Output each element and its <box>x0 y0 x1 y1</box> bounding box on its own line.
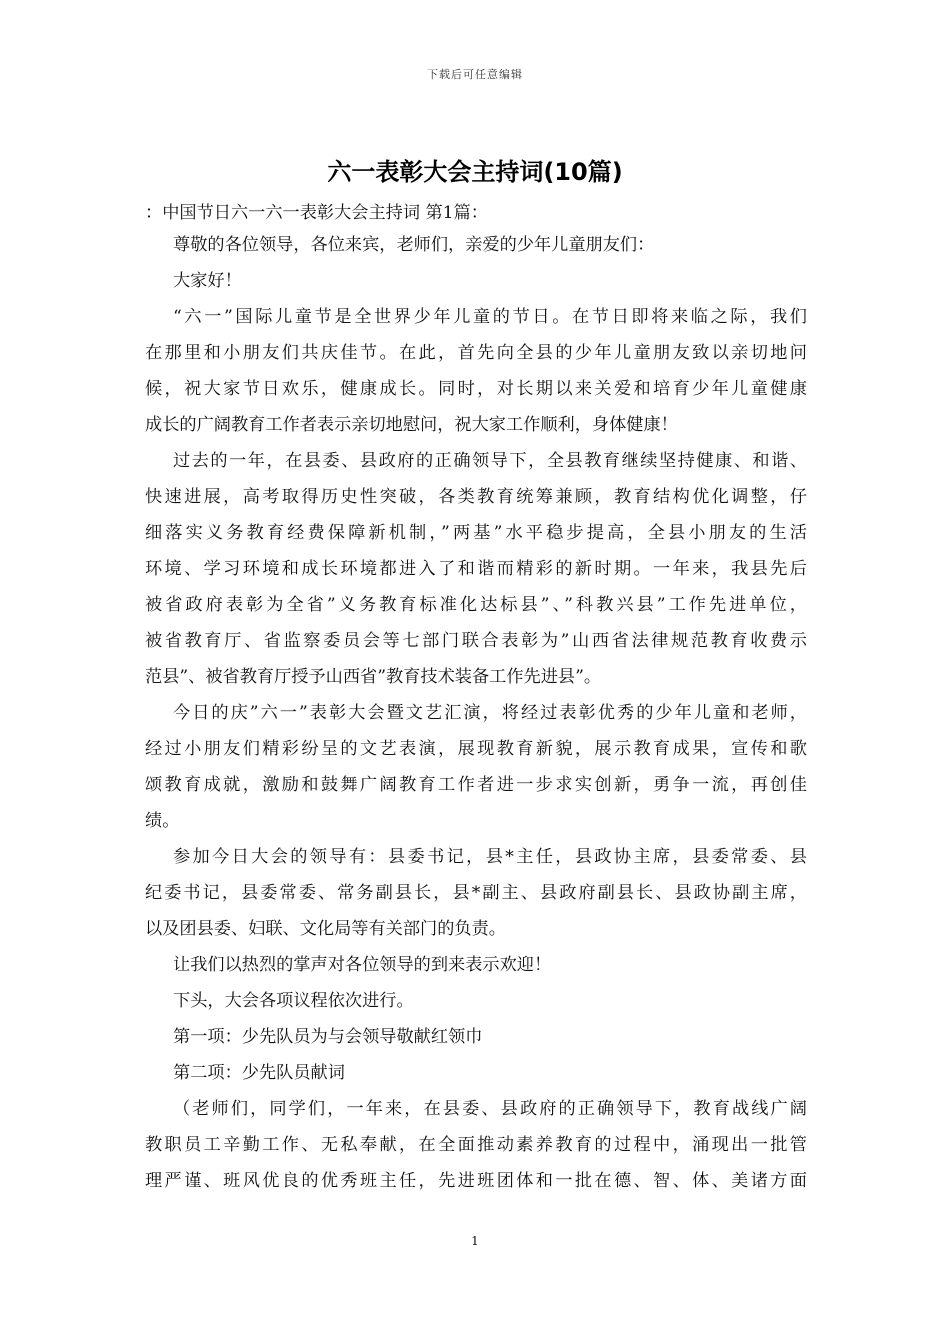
page-number: 1 <box>471 1234 479 1248</box>
paragraph-line: 尊敬的各位领导，各位来宾，老师们，亲爱的少年儿童朋友们： <box>173 235 655 255</box>
paragraph-line: 理严谨、班风优良的优秀班主任，先进班团体和一批在德、智、体、美诸方面 <box>145 1171 807 1191</box>
paragraph-line: 细落实义务教育经费保障新机制，”两基”水平稳步提高，全县小朋友的生活 <box>145 523 807 543</box>
paragraph-line: 被省教育厅、省监察委员会等七部门联合表彰为”山西省法律规范教育收费示 <box>145 631 807 651</box>
paragraph-line: 环境、学习环境和成长环境都进入了和谐而精彩的新时期。一年来，我县先后 <box>145 559 807 579</box>
paragraph-line: 以及团县委、妇联、文化局等有关部门的负责。 <box>145 919 506 939</box>
document-title: 六一表彰大会主持词(10篇) <box>327 158 623 186</box>
paragraph-line: 经过小朋友们精彩纷呈的文艺表演，展现教育新貌，展示教育成果，宣传和歌 <box>145 739 807 759</box>
paragraph-line: 被省政府表彰为全省”义务教育标准化达标县”、”科教兴县”工作先进单位， <box>145 595 807 615</box>
paragraph-line: 教职员工辛勤工作、无私奉献，在全面推动素养教育的过程中，涌现出一批管 <box>145 1135 807 1155</box>
paragraph-line: （老师们，同学们，一年来，在县委、县政府的正确领导下，教育战线广阔 <box>173 1099 807 1119</box>
paragraph-line: 今日的庆”六一”表彰大会暨文艺汇演，将经过表彰优秀的少年儿童和老师， <box>173 703 807 723</box>
paragraph-line: 参加今日大会的领导有：县委书记，县*主任，县政协主席，县委常委、县 <box>173 847 807 867</box>
paragraph-line: 第一项：少先队员为与会领导敬献红领巾 <box>173 1027 483 1047</box>
paragraph-line: 成长的广阔教育工作者表示亲切地慰问，祝大家工作顺利，身体健康！ <box>145 415 678 435</box>
paragraph-line: 第二项：少先队员献词 <box>173 1063 345 1083</box>
paragraph-line: “六一”国际儿童节是全世界少年儿童的节日。在节日即将来临之际，我们 <box>173 307 807 327</box>
document-body <box>145 199 807 1203</box>
paragraph-line: 纪委书记，县委常委、常务副县长，县*副主、县政府副县长、县政协副主席， <box>145 883 807 903</box>
subtitle-line: ：中国节日六一六一表彰大会主持词 第1篇： <box>145 203 488 223</box>
paragraph-line: 候，祝大家节日欢乐，健康成长。同时，对长期以来关爱和培育少年儿童健康 <box>145 379 807 399</box>
paragraph-line: 颂教育成就，激励和鼓舞广阔教育工作者进一步求实创新，勇争一流，再创佳 <box>145 775 807 795</box>
paragraph-line: 大家好！ <box>173 271 242 291</box>
paragraph-line: 让我们以热烈的掌声对各位领导的到来表示欢迎！ <box>173 955 552 975</box>
paragraph-line: 过去的一年，在县委、县政府的正确领导下，全县教育继续坚持健康、和谐、 <box>173 451 807 471</box>
paragraph-line: 下头，大会各项议程依次进行。 <box>173 991 414 1011</box>
header-note: 下载后可任意编辑 <box>427 68 523 81</box>
paragraph-line: 在那里和小朋友们共庆佳节。在此，首先向全县的少年儿童朋友致以亲切地问 <box>145 343 807 363</box>
paragraph-line: 范县”、被省教育厅授予山西省”教育技术装备工作先进县”。 <box>145 667 602 687</box>
paragraph-line: 绩。 <box>145 811 180 831</box>
paragraph-line: 快速进展，高考取得历史性突破，各类教育统筹兼顾，教育结构优化调整，仔 <box>145 487 807 507</box>
